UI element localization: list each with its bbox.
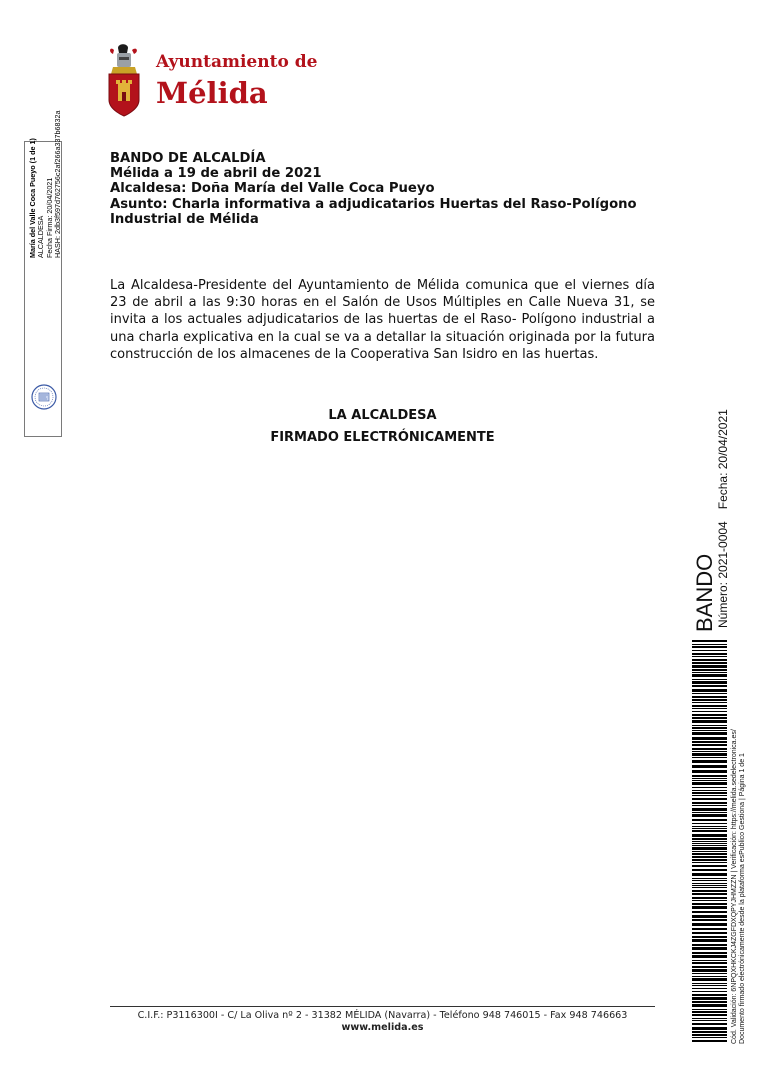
stamp-type: BANDO [692, 553, 717, 632]
sede-electronica-seal-icon [31, 384, 57, 410]
stamp-number: Número: 2021-0004 [716, 521, 730, 628]
document-subject: Asunto: Charla informativa a adjudicatarios Huertas del Raso-Polígono Industrial de Mélida [110, 196, 637, 227]
signature-date: Fecha Firma: 20/04/2021 [44, 177, 54, 258]
document-type: BANDO DE ALCALDÍA [110, 151, 266, 166]
verification-line2: Documento firmado electrónicamente desde la plataforma esPublico Gestiona | Página 1 de 1 [739, 753, 746, 1044]
verification-text [731, 729, 747, 1044]
body-paragraph: La Alcaldesa-Presidente del Ayuntamiento de Mélida comunica que el viernes día 23 de abril a las 9:30 horas en el Salón de Usos Múltiples en Calle Nueva 31, se invita a los actuales adjudicatarios de las huertas de el Raso- Polígono industrial a una charla explicativa en la cual se va a detallar la situación originada por la futura construcción de los almacenes de la Cooperativa San Isidro en las huertas. [110, 278, 655, 362]
logo-title-line2: Mélida [156, 76, 268, 110]
signer-role: ALCALDESA [36, 215, 46, 258]
municipal-logo [104, 42, 324, 118]
signature-block [110, 405, 655, 449]
stamp-number-date [716, 409, 730, 628]
document-place-date: Mélida a 19 de abril de 2021 [110, 166, 322, 182]
signature-title: LA ALCALDESA [328, 408, 437, 423]
coat-of-arms-icon [104, 42, 144, 118]
logo-title-line1: Ayuntamiento de [156, 52, 318, 72]
barcode-icon [692, 640, 727, 1042]
verification-line1: Cód. Validación: 6NPQXHKCKJ4ZGFDXQPYJHMZZN | Verificación: https://melida.sedelectronica.es/ [731, 729, 738, 1044]
footer-website[interactable]: www.melida.es [341, 1022, 424, 1033]
footer-divider [110, 1006, 655, 1007]
footer-address: C.I.F.: P3116300I - C/ La Oliva nº 2 - 31382 MÉLIDA (Navarra) - Teléfono 948 746015 - Fax 948 746663 [137, 1010, 628, 1021]
document-header [110, 151, 655, 227]
signer-name: María del Valle Coca Pueyo (1 de 1) [28, 138, 37, 258]
signature-box-text [29, 28, 63, 258]
stamp-date: Fecha: 20/04/2021 [716, 409, 730, 510]
signature-subtitle: FIRMADO ELECTRÓNICAMENTE [270, 430, 495, 445]
document-mayor: Alcaldesa: Doña María del Valle Coca Pueyo [110, 181, 435, 197]
signature-hash: HASH: 2db3f597d762756c2af266a337b6832a [53, 110, 63, 258]
